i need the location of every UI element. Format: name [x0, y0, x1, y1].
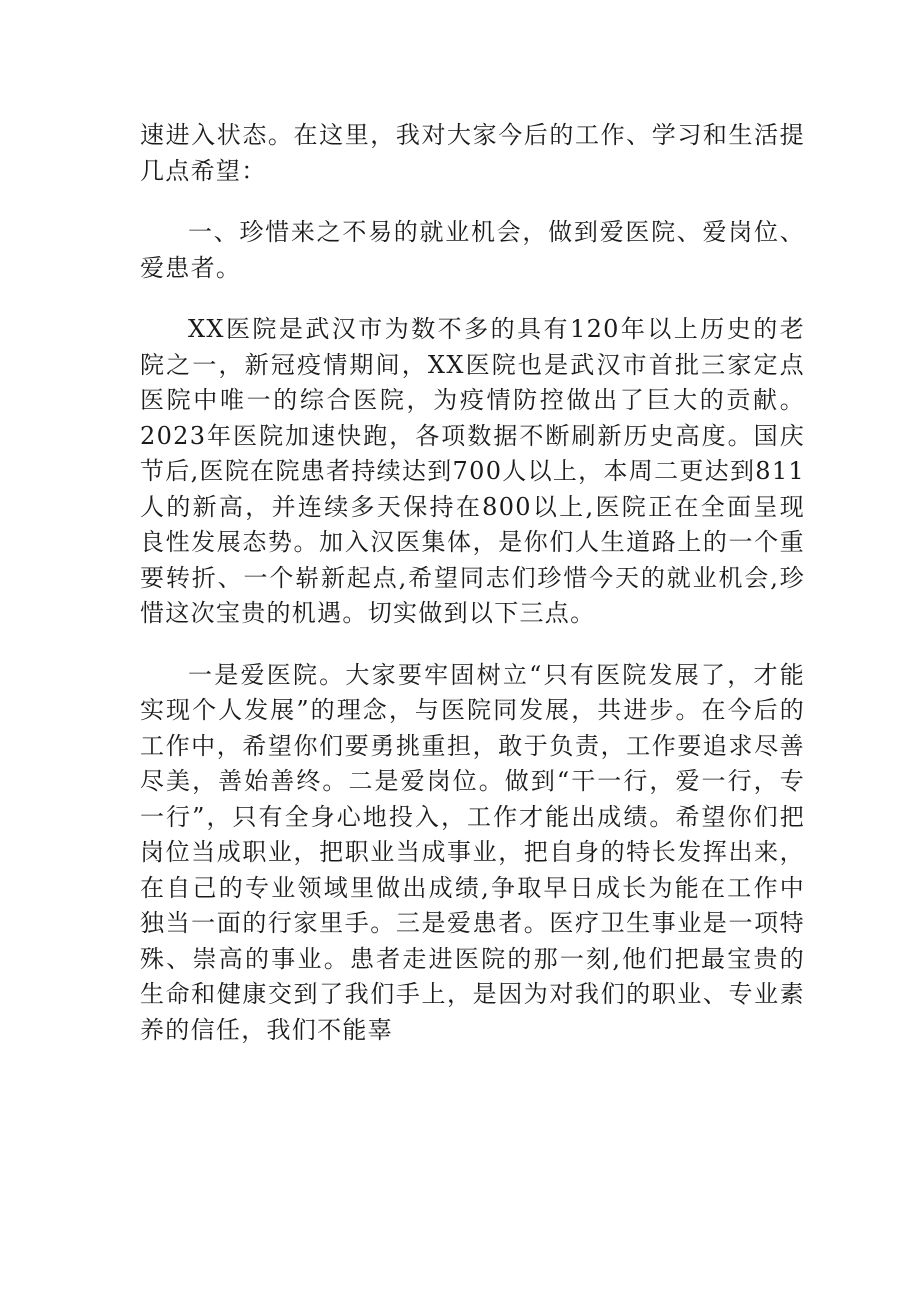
- paragraph-intro: 速进入状态。在这里，我对大家今后的工作、学习和生活提几点希望：: [140, 121, 805, 185]
- section-heading-1: 一、珍惜来之不易的就业机会，做到爱医院、爱岗位、爱患者。: [140, 218, 805, 282]
- paragraph-three-points: 一是爱医院。大家要牢固树立“只有医院发展了，才能实现个人发展”的理念，与医院同发展，共进步。在今后的工作中，希望你们要勇挑重担，敢于负责，工作要追求尽善尽美，善始善终。二是爱岗位。做到“干一行，爱一行，专一行”，只有全身心地投入，工作才能出成绩。希望你们把岗位当成职业，把职业当成事业，把自身的特长发挥出来，在自己的专业领域里做出成绩,争取早日成长为能在工作中独当一面的行家里手。三是爱患者。医疗卫生事业是一项特殊、崇高的事业。患者走进医院的那一刻,他们把最宝贵的生命和健康交到了我们手上，是因为对我们的职业、专业素养的信任，我们不能辜: [140, 660, 805, 1044]
- document-body: [140, 118, 805, 1048]
- paragraph-hospital-history: XX医院是武汉市为数不多的具有120年以上历史的老院之一，新冠疫情期间，XX医院也是武汉市首批三家定点医院中唯一的综合医院，为疫情防控做出了巨大的贡献。2023年医院加速快跑，各项数据不断刷新历史高度。国庆节后,医院在院患者持续达到700人以上，本周二更达到811人的新高，并连续多天保持在800以上,医院正在全面呈现良性发展态势。加入汉医集体，是你们人生道路上的一个重要转折、一个崭新起点,希望同志们珍惜今天的就业机会,珍惜这次宝贵的机遇。切实做到以下三点。: [140, 315, 805, 627]
